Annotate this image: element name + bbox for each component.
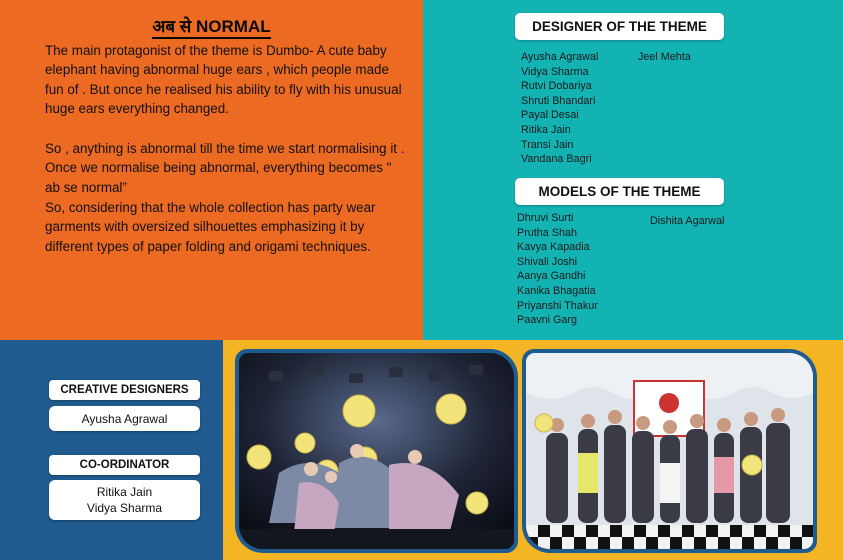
model-name: Dishita Agarwal	[650, 215, 725, 227]
coordinator-name: Vidya Sharma	[86, 501, 163, 515]
model-name: Priyanshi Thakur	[517, 299, 598, 312]
group-photo	[522, 349, 817, 553]
model-name: Prutha Shah	[517, 226, 578, 239]
creative-designers-name	[49, 406, 200, 431]
designer-name: Vidya Sharma	[521, 65, 589, 78]
models-list	[650, 214, 724, 229]
credits-panel	[423, 0, 843, 340]
designers-heading: DESIGNER OF THE THEME	[515, 13, 724, 40]
page-title: अब से NORMAL	[0, 14, 423, 37]
story-paragraph: So, considering that the whole collection has party wear garments with oversized silhouettes emphasizing it by different types of paper folding and origami techniques.	[45, 200, 376, 254]
model-name: Shivali Joshi	[517, 255, 578, 268]
runway-photo-image	[239, 353, 514, 549]
designer-name: Payal Desai	[521, 109, 579, 122]
models-heading: MODELS OF THE THEME	[515, 178, 724, 205]
designer-name: Ayusha Agrawal	[521, 51, 599, 63]
designers-list	[638, 50, 691, 65]
coordinator-heading: CO-ORDINATOR	[49, 455, 200, 475]
designers-list	[521, 50, 598, 167]
creative-designers-heading: CREATIVE DESIGNERS	[49, 380, 200, 400]
group-photo-image	[526, 353, 813, 549]
model-name: Dhruvi Surti	[517, 212, 574, 224]
designer-name: Jeel Mehta	[638, 51, 691, 63]
story-paragraph: The main protagonist of the theme is Dumbo- A cute baby elephant having abnormal huge ears , which people made fun of . But once he realised his ability to fly with his unusual huge ears everything changed.	[45, 43, 402, 117]
model-name: Kanika Bhagatia	[517, 284, 596, 297]
coordinator-names	[49, 480, 200, 520]
designer-name: Transi Jain	[521, 138, 574, 151]
designer-name: Rutvi Dobariya	[521, 80, 592, 93]
designer-name: Ritika Jain	[521, 123, 571, 136]
model-name: Kavya Kapadia	[517, 241, 590, 254]
runway-photo	[235, 349, 518, 553]
model-name: Aanya Gandhi	[517, 270, 586, 283]
designer-name: Vandana Bagri	[521, 153, 592, 166]
designer-name: Shruti Bhandari	[521, 94, 596, 107]
models-list	[517, 211, 598, 328]
coordinator-name: Ritika Jain	[96, 485, 153, 499]
team-panel	[0, 340, 223, 560]
story-paragraph: So , anything is abnormal till the time we start normalising it . Once we normalise being abnormal, everything becomes " ab se normal”	[45, 141, 405, 195]
model-name: Paavni Garg	[517, 314, 578, 327]
creative-designer-name: Ayusha Agrawal	[81, 411, 168, 426]
